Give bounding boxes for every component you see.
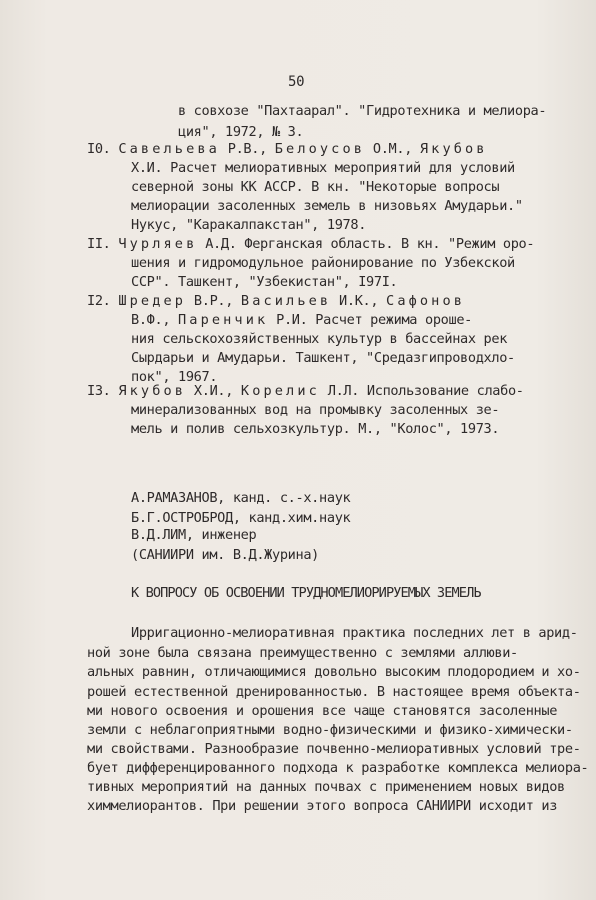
reference-line: мель и полив сельхозкультур. М., "Колос", 1973. (131, 421, 500, 437)
reference-text: А.Д. Ферганская область. В кн. "Режим оро- (197, 236, 535, 252)
reference-text: Р.И. Расчет режима ороше- (268, 312, 472, 328)
reference-author: Белоусов (274, 141, 366, 157)
reference-continuation-line: ция", 1972, № 3. (178, 124, 304, 140)
reference-author: Савельева (118, 141, 220, 157)
reference-line: Х.И. Расчет мелиоративных мероприятий для условий (131, 160, 515, 176)
author-line: В.Д.ЛИМ, инженер (131, 527, 257, 543)
reference-line: пок", 1967. (131, 369, 218, 385)
article-title: К ВОПРОСУ ОБ ОСВОЕНИИ ТРУДНОМЕЛИОРИРУЕМЫХ ЗЕМЕЛЬ (131, 585, 481, 601)
body-line: Ирригационно-мелиоративная практика последних лет в арид- (131, 625, 578, 641)
reference-line: мелиорации засоленных земель в низовьях Амударьи." (131, 198, 523, 214)
reference-author: Чурляев (118, 236, 198, 252)
reference-12-first-line (87, 293, 465, 309)
body-line: ной зоне была связана преимущественно с землями аллюви- (87, 645, 518, 661)
reference-number: II. (87, 236, 111, 252)
reference-12-second-line (131, 312, 472, 328)
body-line: бует дифференцированного подхода к разработке комплекса мелиора- (87, 760, 589, 776)
reference-author: Якубов (419, 141, 488, 157)
reference-initials: Р.В., (219, 141, 275, 157)
reference-author: Васильев (240, 293, 332, 309)
reference-author: Корелис (240, 383, 320, 399)
body-line: тивных мероприятий на данных почвах с применением новых видов (87, 779, 565, 795)
reference-author: Якубов (118, 383, 187, 399)
author-line: Б.Г.ОСТРОБРОД, канд.хим.наук (131, 510, 351, 526)
reference-number: I3. (87, 383, 111, 399)
reference-author: Сафонов (386, 293, 466, 309)
body-line: химмелиорантов. При решении этого вопроса САНИИРИ исходит из (87, 798, 558, 814)
reference-initials: И.К., (331, 293, 387, 309)
reference-author: Паренчик (178, 312, 269, 328)
body-line: земли с неблагоприятными водно-физическими и физико-химически- (87, 722, 573, 738)
reference-number: I2. (87, 293, 111, 309)
reference-initials: В.Ф., (131, 312, 179, 328)
reference-13-first-line (87, 383, 524, 399)
reference-author: Шредер (118, 293, 187, 309)
reference-initials: Х.И., (186, 383, 241, 399)
page-number: 50 (288, 74, 305, 90)
reference-11-first-line (87, 236, 534, 252)
reference-line: ния сельскохозяйственных культур в бассейнах рек (131, 331, 508, 347)
reference-line: Нукус, "Каракалпакстан", 1978. (131, 217, 367, 233)
author-line: А.РАМАЗАНОВ, канд. с.-х.наук (131, 490, 351, 506)
reference-line: шения и гидромодульное районирование по Узбекской (131, 255, 515, 271)
reference-continuation-line: в совхозе "Пахтаарал". "Гидротехника и мелиора- (178, 103, 547, 119)
reference-number: I0. (87, 141, 111, 157)
reference-10-first-line (87, 141, 488, 157)
reference-text: Л.Л. Использование слабо- (319, 383, 524, 399)
affiliation: (САНИИРИ им. В.Д.Журина) (131, 547, 320, 563)
reference-line: северной зоны КК АССР. В кн. "Некоторые вопросы (131, 179, 500, 195)
reference-line: Сырдарьи и Амударьи. Ташкент, "Средазгипроводхло- (131, 350, 515, 366)
body-line: ми нового освоения и орошения все чаще становятся засоленные (87, 703, 558, 719)
reference-initials: В.Р., (186, 293, 241, 309)
body-line: альных равнин, отличающимися довольно высоким плодородием и хо- (87, 664, 581, 680)
reference-line: минерализованных вод на промывку засоленных зе- (131, 402, 500, 418)
reference-initials: О.М., (365, 141, 420, 157)
body-line: ми свойствами. Разнообразие почвенно-мелиоративных условий тре- (87, 741, 581, 757)
reference-line: ССР". Ташкент, "Узбекистан", I97I. (131, 274, 398, 290)
body-line: рошей естественной дренированностью. В настоящее время объекта- (87, 684, 581, 700)
